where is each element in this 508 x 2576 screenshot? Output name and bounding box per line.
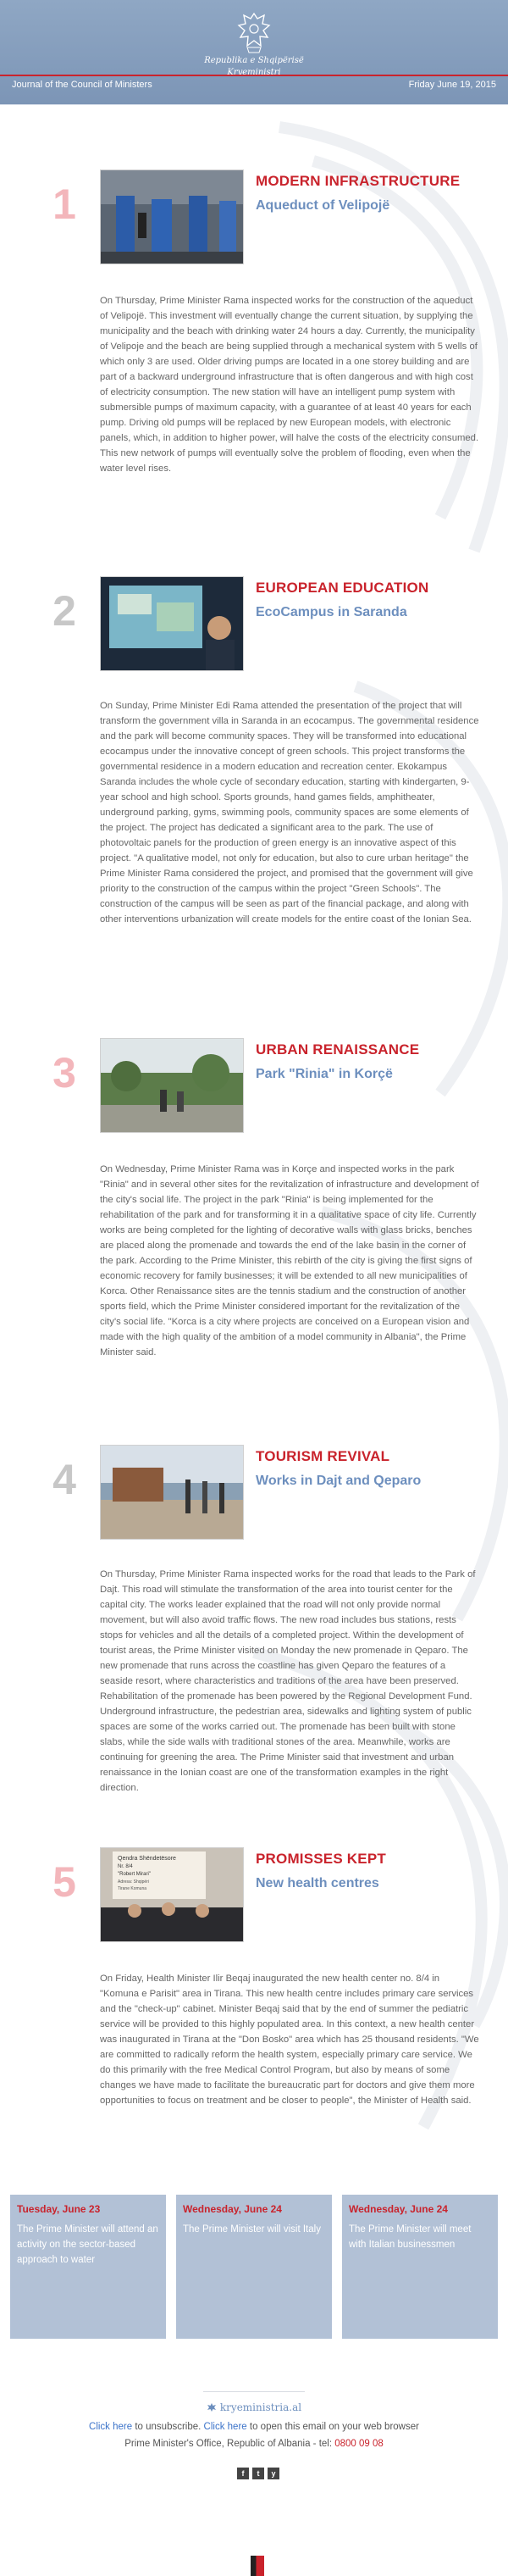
footer-divider (203, 2391, 305, 2392)
article-number: 5 (52, 1858, 76, 1906)
event-text: The Prime Minister will meet with Italian businessmen (349, 2224, 472, 2250)
article-body: On Friday, Health Minister Ilir Beqaj inaugurated the new health center no. 8/4 in "Komuna e Parisit" area in Tirana. This new health centre includes primary care services and the "check-up" cabinet. Minister Beqaj said that by the end of summer the pediatric service will be provided to this highly populated area. In this context, a new health center was inaugurated in Tirana at the "Don Bosko" area which has 25 thousand residents. "We are committed to radically reform the health system, especially primary care service. We do this primarily with the free Medical Control Program, but also by means of some changes we have made to facilitate the bureaucratic part for doctors and give them more opportunities to focus on treatment and be closer to people", the Minister of Health said. (100, 1974, 479, 2106)
unsubscribe-line (0, 2422, 508, 2432)
article-image[interactable] (100, 1038, 244, 1133)
event-text: The Prime Minister will visit Italy (183, 2224, 321, 2235)
issue-date: Friday June 19, 2015 (408, 80, 496, 90)
qeparo-promenade-photo-icon (101, 1446, 244, 1540)
logo-line-2: Kryeministri (227, 68, 281, 77)
event-date: Wednesday, June 24 (349, 2203, 448, 2215)
article-image[interactable] (100, 1847, 244, 1942)
health-centre-sign-line-4: Adresa: Shqipëri (118, 1879, 149, 1885)
article-image[interactable] (100, 576, 244, 671)
site-link[interactable] (0, 2401, 508, 2413)
event-box-1 (10, 2195, 166, 2339)
article-number: 3 (52, 1049, 76, 1096)
health-centre-sign-line-1: Qendra Shëndetësore (118, 1856, 176, 1862)
youtube-icon[interactable]: y (268, 2468, 279, 2479)
open-in-browser-link[interactable]: Click here (203, 2422, 247, 2432)
header-bar (0, 75, 508, 93)
article-body: On Wednesday, Prime Minister Rama was in Korçe and inspected works in the park "Rinia" and in several other sites for the revitalization of infrastructure and development of the city's social life. The project in the park "Rinia" is being implemented for the rehabilitation of the park and for transforming it in a qualitative space of city life. Currently works are being completed for the lighting of decorative walls with glass bricks, benches are placed along the promenade and towards the end of the lake basin in the corner of the park. According to the Prime Minister, this rebirth of the city is giving the first signs of economic recovery for family businesses; it will be extended to all new municipalities of Korca. Other Renaissance sites are the tennis stadium and the construction of another sports field, which the Prime Minister considered important for the revitalization of the city's social life. "Korca is a city where projects are conceived on a European vision and made with the high quality of the ambition of a model community in Albania", the Prime Minister said. (100, 1164, 479, 1357)
article-subtitle[interactable]: EcoCampus in Saranda (256, 605, 407, 619)
event-box-3 (342, 2195, 498, 2339)
address-line (0, 2439, 508, 2449)
phone-number[interactable]: 0800 09 08 (334, 2439, 384, 2449)
office-address: Prime Minister's Office, Republic of Albania - tel: (124, 2439, 335, 2449)
article-subtitle[interactable]: Works in Dajt and Qeparo (256, 1474, 422, 1488)
article-kicker: PROMISSES KEPT (256, 1851, 386, 1867)
journal-title: Journal of the Council of Ministers (12, 80, 152, 90)
article-kicker: MODERN INFRASTRUCTURE (256, 173, 461, 189)
article-body: On Sunday, Prime Minister Edi Rama attended the presentation of the project that will transform the government villa in Saranda in an ecocampus. The governmental residence and the park will become community spaces. They will be transformed into educational ecocampus under the innovative concept of green schools. This project transforms the governmental residence in a modern education and recreation center. Ekokampus Saranda includes the whole cycle of secondary education, starting with kindergarten, 9-year school and high school. Sports grounds, hand games fields, amphitheater, underground parking, gyms, swimming pools, community spaces are some elements of the project. The project has dedicated a significant area to the park. The use of photovoltaic panels for the production of green energy is an innovative aspect of this project. "A qualitative model, not only for education, but also to cure urban heritage" the Prime Minister Rama considered the project, and promised that the government will give priority to the construction of the campus within the project "Green Schools". The construction of the campus will be seen as part of the financial package, and along with other interventions urbanization will create models for the entire coast of the Ionian Sea. (100, 701, 479, 924)
facebook-icon[interactable]: f (237, 2468, 249, 2479)
eagle-small-icon (207, 2402, 217, 2412)
open-in-browser-text: to open this email on your web browser (246, 2422, 419, 2432)
ecocampus-presentation-photo-icon (101, 577, 244, 671)
aqueduct-pumps-photo-icon (101, 170, 244, 264)
article-body: On Thursday, Prime Minister Rama inspected works for the road that leads to the Park of Dajt. This road will stimulate the transformation of the area into tourist center for the capital city. The works leader explained that the road will not only provide normal movement, but will also avoid traffic flows. The new road includes bus stations, rests stops for vehicles and all the details of a completed project. Within the development of tourist areas, the Prime Minister visited on Monday the new promenade in Qeparo. The new promenade that runs across the coastline has given Qeparo the features of a seaside resort, where characteristics and traditions of the area have been preserved. Rehabilitation of the promenade has been powered by the Regional Development Fund. Underground infrastructure, the pedestrian area, sidewalks and lighting system of public spaces are some of the works carried out. The promenade has been built with stone slabs, while the side walls with traditional stones of the area. Meanwhile, works are continuing for greening the area. The Prime Minister said that investment and urban renaissance in the Ionian coast are one of the transformation examples in the right direction. (100, 1569, 476, 1793)
article-number: 1 (52, 180, 76, 228)
event-date: Tuesday, June 23 (17, 2203, 101, 2215)
header-divider (0, 104, 508, 105)
article-image[interactable] (100, 1445, 244, 1540)
site-name: kryeministria.al (219, 2401, 302, 2413)
event-date: Wednesday, June 24 (183, 2203, 282, 2215)
logo-line-1: Republika e Shqipërisë (204, 56, 304, 65)
article-number: 2 (52, 587, 76, 635)
article-image[interactable] (100, 169, 244, 264)
article-body: On Thursday, Prime Minister Rama inspected works for the construction of the aqueduct of Velipojë. This investment will eventually change the current situation, by supplying the municipality and the beach with drinking water 24 hours a day. Currently, the municipality of Velipoje and the beach are being supplied through a mechanical system with 5 wells of which only 3 are used. Older driving pumps are located in a one storey building and are part of a backward underground infrastructure that is often dangerous and with high cost of electricity consumption. The new station will have an intelligent pump system with submersible pumps of maximum capacity, with a guarantee of at least 40 years for each pump. Driving old pumps will be replaced by new European models, with electronic panels, which, in addition to higher power, will halve the costs of the electricity consumed. This new network of pumps will eventually solve the problem of flooding, even when the water level rises. (100, 296, 479, 474)
eagle-emblem-icon (235, 10, 273, 54)
event-box-2 (176, 2195, 332, 2339)
unsubscribe-link[interactable]: Click here (89, 2422, 133, 2432)
article-kicker: EUROPEAN EDUCATION (256, 580, 429, 596)
article-kicker: URBAN RENAISSANCE (256, 1041, 420, 1058)
health-centre-sign-line-5: Tirane Komuna (118, 1886, 146, 1891)
article-number: 4 (52, 1456, 76, 1503)
article-subtitle[interactable]: Aqueduct of Velipojë (256, 198, 390, 213)
article-kicker: TOURISM REVIVAL (256, 1448, 390, 1464)
unsubscribe-text: to unsubscribe. (132, 2422, 204, 2432)
health-centre-photo-icon (101, 1848, 244, 1942)
twitter-icon[interactable]: t (252, 2468, 264, 2479)
article-subtitle[interactable]: New health centres (256, 1876, 379, 1890)
logo[interactable] (0, 10, 508, 78)
health-centre-sign-line-3: "Robert Mirari" (118, 1872, 151, 1877)
health-centre-sign-line-2: Nr. 8/4 (118, 1864, 133, 1869)
header (0, 0, 508, 105)
flag-stripe-icon (251, 2556, 264, 2576)
article-subtitle[interactable]: Park "Rinia" in Korçë (256, 1067, 393, 1081)
event-text: The Prime Minister will attend an activity on the sector-based approach to water (17, 2224, 158, 2265)
park-rinia-photo-icon (101, 1039, 244, 1133)
